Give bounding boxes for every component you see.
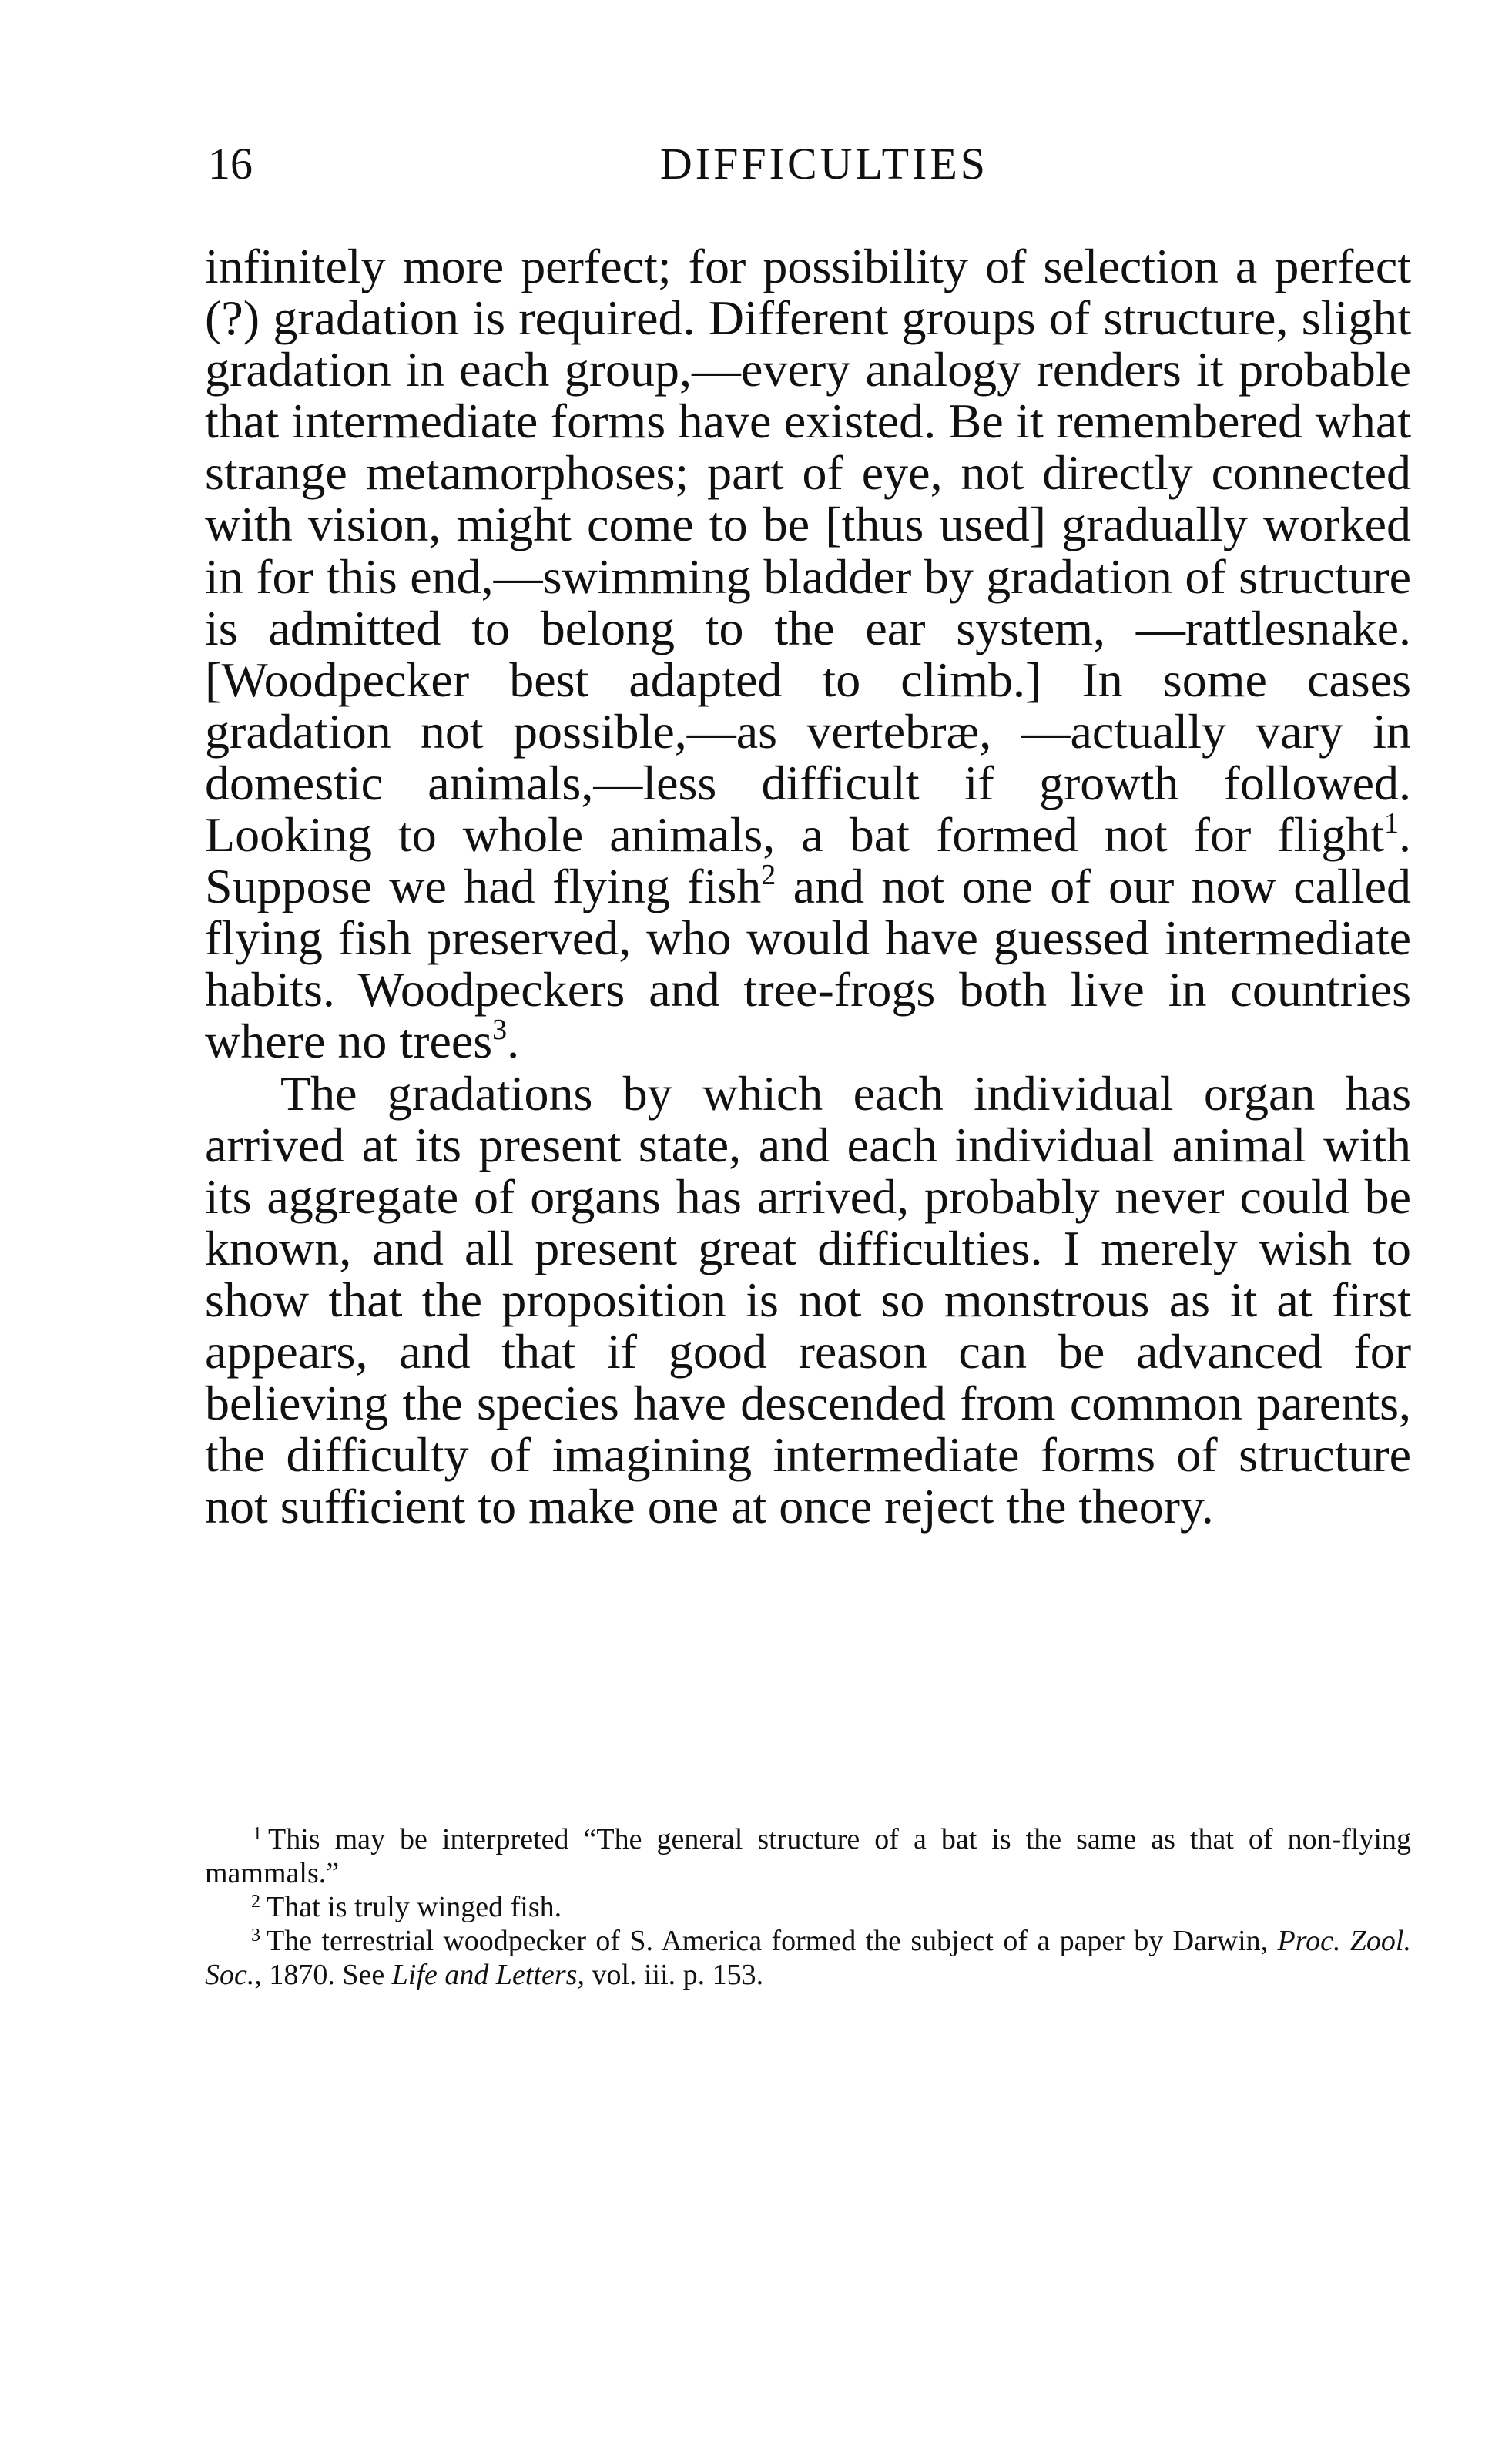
paragraph-1-part-a: infinitely more perfect; for possibility of selection a perfect (?) gradation is required. Different groups of structure, slight gradation in each group,—every analogy renders it probable that intermediate forms have existed. Be it remembered what strange metamorphoses; part of eye, not directly connected with vision, might come to be [thus used] gradually worked in for this end,—swimming bladder by gradation of structure is admitted to belong to the ear system, —rattlesnake. [Woodpecker best adapted to climb.] In some cases gradation not possible,—as vertebræ, —actually vary in domestic animals,—less difficult if growth followed. Looking to whole animals, a bat formed not for flight [205, 239, 1411, 863]
footnote-1 [205, 1822, 1411, 1890]
footnotes [205, 1822, 1411, 1992]
paragraph-2: The gradations by which each individual organ has arrived at its present state, and each individual animal with its aggregate of organs has arrived, probably never could be known, and all present great difficulties. I merely wish to show that the proposition is not so monstrous as it at first appears, and that if good reason can be advanced for believing the species have descended from common parents, the difficulty of imagining intermediate forms of structure not sufficient to make one at once reject the theory. [205, 1065, 1411, 1534]
paragraph-1-part-b: . Suppose we had flying fish [205, 807, 1411, 914]
paragraph-1-part-c: and not one of our now called flying fish preserved, who would have guessed intermediate habits. Woodpeckers and tree-frogs both live in countries where no trees [205, 859, 1412, 1069]
footnote-3-journal: Proc. Zool. Soc. [205, 1925, 1411, 1991]
paragraph-1 [205, 240, 1411, 1068]
page-header [208, 137, 1410, 199]
footnote-ref-2: 2 [761, 859, 776, 892]
footnote-ref-3: 3 [492, 1014, 508, 1047]
paragraph-1-part-d: . [507, 1014, 520, 1069]
page-number: 16 [208, 139, 253, 189]
footnote-2-mark: 2 [251, 1892, 260, 1912]
footnote-3-text-b: , 1870. See [254, 1959, 392, 1991]
footnote-2 [205, 1890, 1411, 1924]
footnote-3-mark: 3 [251, 1926, 260, 1946]
body-text [205, 240, 1411, 1532]
footnote-1-text: This may be interpreted “The general structure of a bat is the same as that of non-flying mammals.” [205, 1823, 1411, 1889]
footnote-1-mark: 1 [253, 1824, 262, 1844]
footnote-3-text-c: , vol. iii. p. 153. [577, 1959, 764, 1991]
running-head: DIFFICULTIES [659, 139, 989, 189]
footnote-2-text: That is truly winged fish. [267, 1891, 562, 1923]
footnote-3 [205, 1924, 1411, 1992]
footnote-3-text-a: The terrestrial woodpecker of S. America formed the subject of a paper by Darwin, [267, 1925, 1278, 1957]
footnote-ref-1: 1 [1384, 807, 1399, 840]
footnote-3-book: Life and Letters [391, 1959, 578, 1991]
